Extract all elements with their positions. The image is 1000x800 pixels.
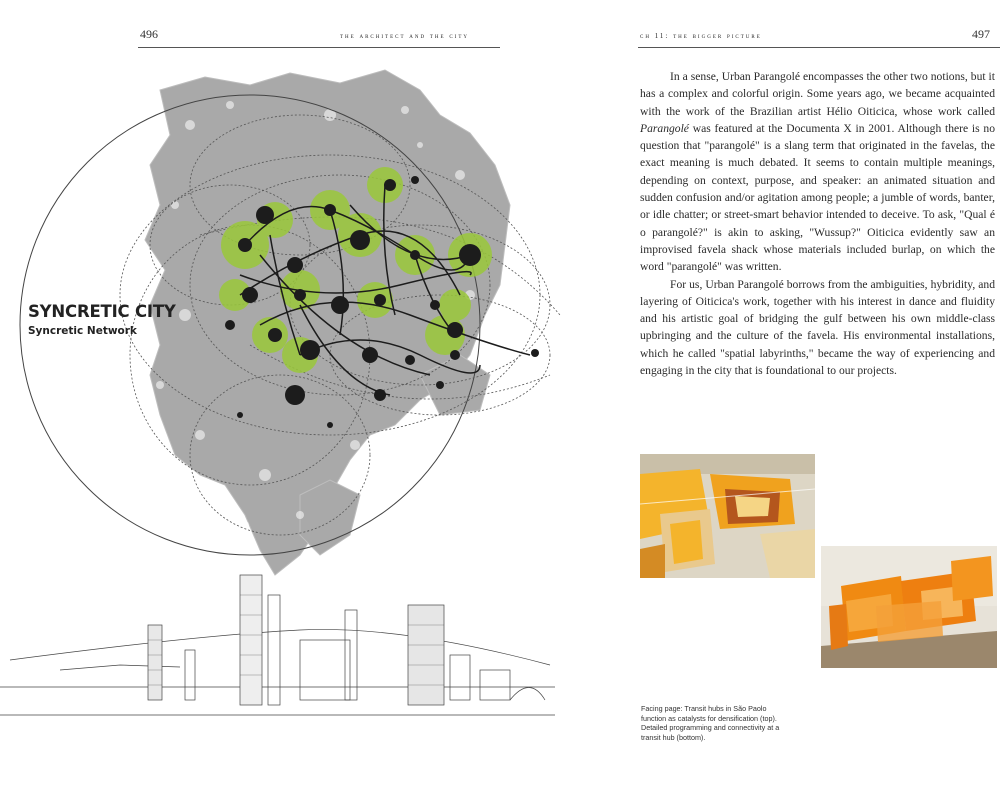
running-head-right: ch 11: the bigger picture — [640, 32, 762, 40]
page-number-right: 497 — [972, 27, 990, 41]
running-head-left: the architect and the city — [340, 32, 469, 40]
body-text — [640, 68, 995, 379]
figure-title: SYNCRETIC CITY — [28, 302, 176, 321]
architectural-model-photo-top — [640, 454, 815, 578]
right-page — [600, 0, 1000, 800]
syncretic-network-map — [0, 55, 600, 800]
figure-caption: Facing page: Transit hubs in São Paolo function as catalysts for densification (top). Detailed programming and connectivity at a transit hub (bottom). — [641, 704, 780, 742]
header-rule-left — [138, 47, 500, 48]
paragraph: For us, Urban Parangolé borrows from the ambiguities, hybridity, and layering of Oiticica's work, together with his interest in dance and fluidity and his artistic goal of bridging the gulf between his own middle-class upbringing and the culture of the favela. His environmental installations, which he called "spatial labyrinths," became the way of experiencing and engaging in the city that is foundational to our projects. — [640, 277, 995, 378]
paragraph: In a sense, Urban Parangolé encompasses the other two notions, but it has a complex and colorful origin. Some years ago, we became acquainted with the work of the Brazilian artist Hélio Oiticica, whose work called Parangolé was featured at the Documenta X in 2001. Although there is no question that "parangolé" is a slang term that originated in the favelas, the exact meaning is much debated. It seems to contain multiple meanings, depending on context, purpose, and speaker: an animated situation and sudden confusion and/or agitation among people; a jumble of words, banter, or idle chatter; or street-smart behavior intended to deceive. To ask, "Qual é o parangolé?" is akin to asking, "Wussup?" Oiticica evidently saw an improvised favela shack whose materials included burlap, on which the word "parangolé" was written. — [640, 70, 995, 274]
transit-hub-section-drawing — [0, 575, 555, 715]
page-number-left: 496 — [140, 27, 158, 41]
figure-subtitle: Syncretic Network — [28, 325, 137, 337]
spatial-labyrinth-installation-photo — [821, 546, 997, 668]
header-rule-right — [638, 47, 1000, 48]
